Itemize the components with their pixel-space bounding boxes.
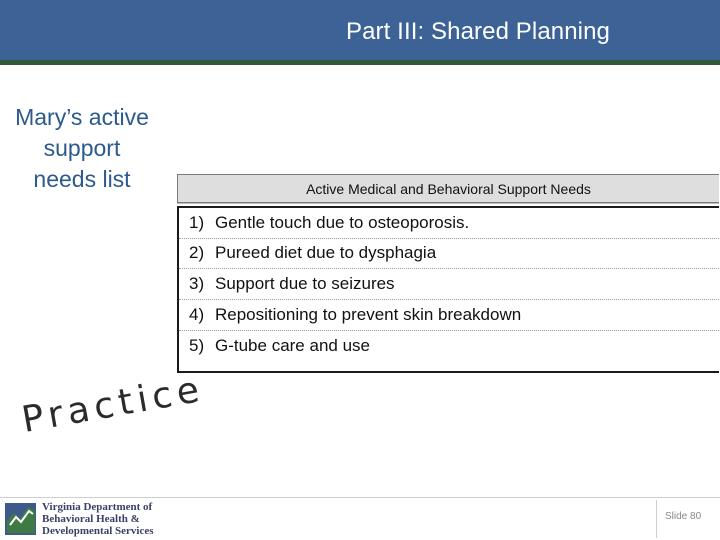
- need-item: [179, 331, 719, 361]
- title-rule: [0, 60, 720, 65]
- logo-line-3: Developmental Services: [42, 525, 154, 537]
- need-item-number: 5): [189, 336, 205, 355]
- need-item: [179, 300, 719, 331]
- logo-line-1: Virginia Department of: [42, 501, 153, 513]
- need-item-text: Repositioning to prevent skin breakdown: [215, 305, 522, 324]
- need-item: [179, 269, 719, 300]
- need-item-text: Support due to seizures: [215, 274, 395, 293]
- need-item-text: Gentle touch due to osteoporosis.: [215, 213, 470, 232]
- virginia-map-icon: [4, 501, 38, 537]
- practice-label: Practice: [18, 368, 208, 441]
- need-item-number: 4): [189, 305, 205, 324]
- footer-rule: [0, 497, 720, 498]
- slide-number: Slide 80: [665, 511, 702, 522]
- logo-text: [42, 501, 154, 537]
- need-item: [179, 238, 719, 269]
- need-item-text: Pureed diet due to dysphagia: [215, 243, 437, 262]
- need-item-number: 1): [189, 213, 205, 232]
- footer-divider: [656, 500, 657, 538]
- need-item-text: G-tube care and use: [215, 336, 370, 355]
- needs-table-header: [177, 174, 719, 203]
- needs-table-body: [177, 206, 719, 373]
- needs-table-header-text: Active Medical and Behavioral Support Needs: [306, 181, 591, 197]
- slide-title: Part III: Shared Planning: [346, 18, 610, 45]
- need-item-number: 2): [189, 243, 205, 262]
- need-item: [179, 208, 719, 239]
- need-item-number: 3): [189, 274, 205, 293]
- dbhds-logo: [4, 500, 174, 538]
- logo-line-2: Behavioral Health &: [42, 513, 140, 525]
- needs-table: [177, 174, 720, 372]
- side-label: Mary’s active support needs list: [15, 104, 149, 193]
